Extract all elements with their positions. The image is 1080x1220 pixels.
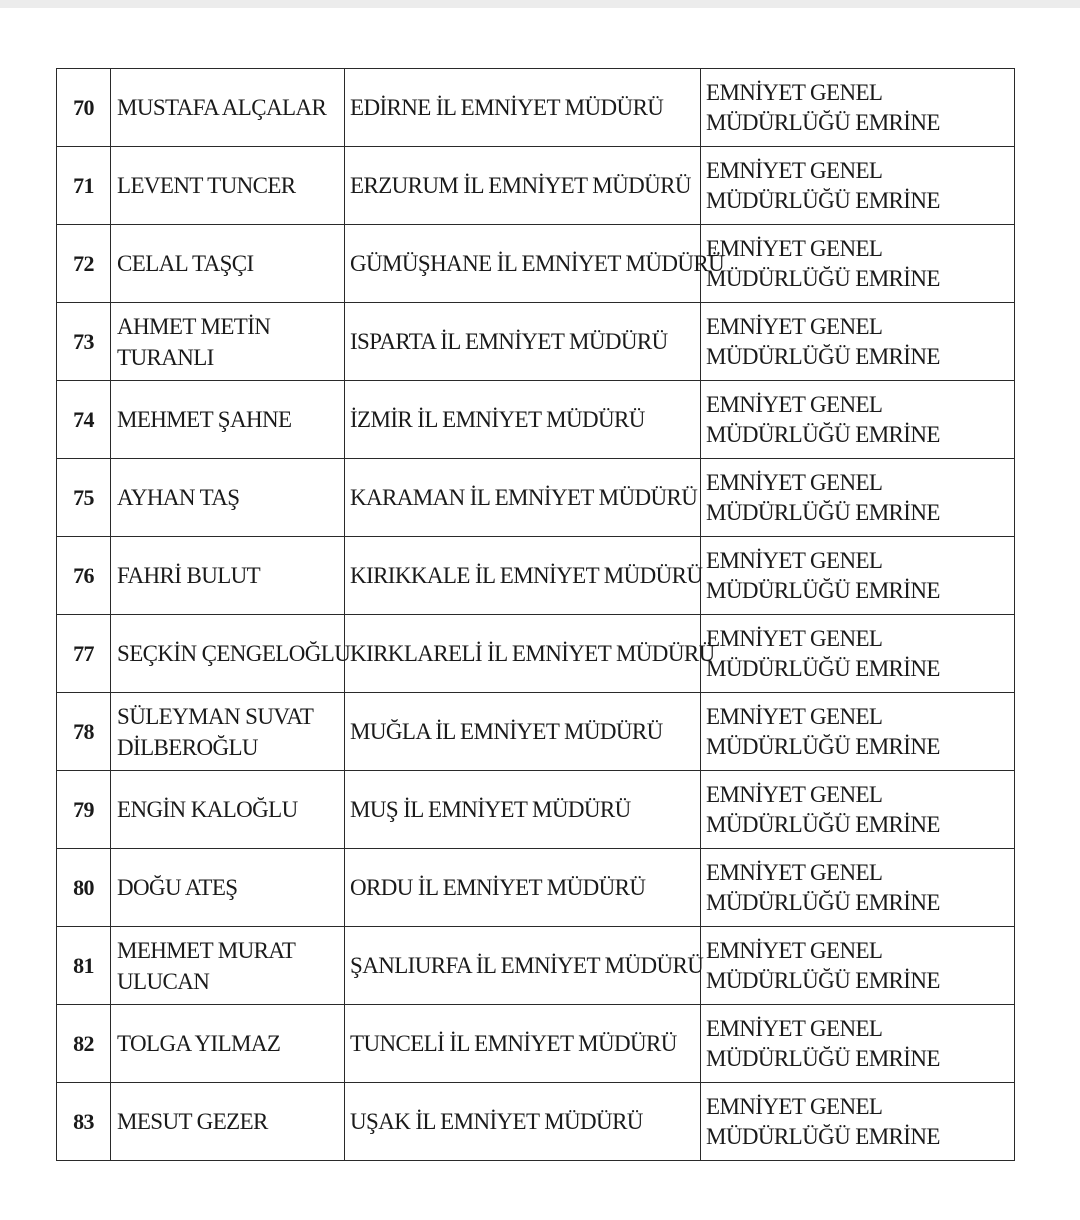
row-number: 71: [57, 147, 111, 225]
current-position: ORDU İL EMNİYET MÜDÜRÜ: [345, 849, 701, 927]
new-assignment: [701, 1083, 1015, 1161]
new-assignment-line: MÜDÜRLÜĞÜ EMRİNE: [706, 889, 940, 915]
row-number: 75: [57, 459, 111, 537]
person-name-line: ENGİN KALOĞLU: [117, 796, 298, 822]
new-assignment-line: EMNİYET GENEL: [706, 157, 883, 183]
new-assignment-line: MÜDÜRLÜĞÜ EMRİNE: [706, 1123, 940, 1149]
new-assignment-line: EMNİYET GENEL: [706, 859, 883, 885]
person-name-line: AHMET METİN: [117, 313, 271, 339]
new-assignment: [701, 147, 1015, 225]
person-name: [111, 1083, 345, 1161]
table-row: [57, 147, 1015, 225]
new-assignment-line: EMNİYET GENEL: [706, 1093, 883, 1119]
person-name-line: MUSTAFA ALÇALAR: [117, 94, 327, 120]
person-name: [111, 459, 345, 537]
new-assignment: [701, 771, 1015, 849]
person-name: [111, 849, 345, 927]
current-position: İZMİR İL EMNİYET MÜDÜRÜ: [345, 381, 701, 459]
new-assignment-line: MÜDÜRLÜĞÜ EMRİNE: [706, 967, 940, 993]
document-page: [56, 68, 1014, 1161]
new-assignment-line: MÜDÜRLÜĞÜ EMRİNE: [706, 499, 940, 525]
current-position: TUNCELİ İL EMNİYET MÜDÜRÜ: [345, 1005, 701, 1083]
new-assignment-line: EMNİYET GENEL: [706, 391, 883, 417]
new-assignment: [701, 927, 1015, 1005]
person-name-line: MEHMET ŞAHNE: [117, 406, 292, 432]
new-assignment-line: MÜDÜRLÜĞÜ EMRİNE: [706, 733, 940, 759]
new-assignment-line: EMNİYET GENEL: [706, 79, 883, 105]
row-number: 74: [57, 381, 111, 459]
appointments-table-body: [57, 69, 1015, 1161]
person-name-line: TURANLI: [117, 344, 214, 370]
person-name: [111, 1005, 345, 1083]
table-row: [57, 693, 1015, 771]
table-row: [57, 615, 1015, 693]
person-name: [111, 225, 345, 303]
table-row: [57, 537, 1015, 615]
new-assignment-line: MÜDÜRLÜĞÜ EMRİNE: [706, 265, 940, 291]
table-row: [57, 225, 1015, 303]
current-position: KIRIKKALE İL EMNİYET MÜDÜRÜ: [345, 537, 701, 615]
person-name-line: LEVENT TUNCER: [117, 172, 296, 198]
top-edge-band: [0, 0, 1080, 8]
new-assignment-line: MÜDÜRLÜĞÜ EMRİNE: [706, 577, 940, 603]
current-position: KIRKLARELİ İL EMNİYET MÜDÜRÜ: [345, 615, 701, 693]
person-name-line: DOĞU ATEŞ: [117, 874, 238, 900]
new-assignment: [701, 615, 1015, 693]
person-name-line: SEÇKİN ÇENGELOĞLU: [117, 640, 351, 666]
new-assignment: [701, 693, 1015, 771]
current-position: UŞAK İL EMNİYET MÜDÜRÜ: [345, 1083, 701, 1161]
person-name: [111, 615, 351, 693]
current-position: ERZURUM İL EMNİYET MÜDÜRÜ: [345, 147, 701, 225]
table-row: [57, 459, 1015, 537]
person-name-line: ULUCAN: [117, 968, 210, 994]
current-position: GÜMÜŞHANE İL EMNİYET MÜDÜRÜ: [345, 225, 701, 303]
new-assignment-line: EMNİYET GENEL: [706, 703, 883, 729]
new-assignment: [701, 69, 1015, 147]
new-assignment-line: EMNİYET GENEL: [706, 937, 883, 963]
new-assignment: [701, 459, 1015, 537]
row-number: 76: [57, 537, 111, 615]
new-assignment: [701, 381, 1015, 459]
person-name: [111, 537, 345, 615]
row-number: 77: [57, 615, 111, 693]
table-row: [57, 303, 1015, 381]
person-name: [111, 381, 345, 459]
current-position: MUĞLA İL EMNİYET MÜDÜRÜ: [345, 693, 701, 771]
new-assignment: [701, 1005, 1015, 1083]
new-assignment: [701, 225, 1015, 303]
person-name-line: CELAL TAŞÇI: [117, 250, 254, 276]
person-name-line: AYHAN TAŞ: [117, 484, 240, 510]
current-position: KARAMAN İL EMNİYET MÜDÜRÜ: [345, 459, 701, 537]
new-assignment-line: EMNİYET GENEL: [706, 547, 883, 573]
new-assignment-line: MÜDÜRLÜĞÜ EMRİNE: [706, 655, 940, 681]
row-number: 83: [57, 1083, 111, 1161]
table-row: [57, 927, 1015, 1005]
person-name: [111, 147, 345, 225]
person-name: [111, 69, 345, 147]
row-number: 78: [57, 693, 111, 771]
appointments-table: [56, 68, 1015, 1161]
row-number: 73: [57, 303, 111, 381]
new-assignment: [701, 303, 1015, 381]
table-row: [57, 69, 1015, 147]
person-name-line: SÜLEYMAN SUVAT: [117, 703, 314, 729]
current-position: ISPARTA İL EMNİYET MÜDÜRÜ: [345, 303, 701, 381]
person-name: [111, 693, 345, 771]
row-number: 81: [57, 927, 111, 1005]
row-number: 79: [57, 771, 111, 849]
person-name-line: FAHRİ BULUT: [117, 562, 261, 588]
new-assignment-line: MÜDÜRLÜĞÜ EMRİNE: [706, 421, 940, 447]
person-name-line: DİLBEROĞLU: [117, 734, 258, 760]
new-assignment-line: MÜDÜRLÜĞÜ EMRİNE: [706, 811, 940, 837]
new-assignment-line: EMNİYET GENEL: [706, 781, 883, 807]
new-assignment: [701, 537, 1015, 615]
table-row: [57, 1005, 1015, 1083]
new-assignment-line: EMNİYET GENEL: [706, 1015, 883, 1041]
person-name-line: MESUT GEZER: [117, 1108, 268, 1134]
current-position: EDİRNE İL EMNİYET MÜDÜRÜ: [345, 69, 701, 147]
new-assignment-line: MÜDÜRLÜĞÜ EMRİNE: [706, 187, 940, 213]
person-name: [111, 771, 345, 849]
new-assignment-line: EMNİYET GENEL: [706, 625, 883, 651]
person-name-line: TOLGA YILMAZ: [117, 1030, 281, 1056]
new-assignment: [701, 849, 1015, 927]
person-name-line: MEHMET MURAT: [117, 937, 296, 963]
new-assignment-line: EMNİYET GENEL: [706, 235, 883, 261]
table-row: [57, 1083, 1015, 1161]
person-name: [111, 927, 345, 1005]
new-assignment-line: EMNİYET GENEL: [706, 469, 883, 495]
current-position: ŞANLIURFA İL EMNİYET MÜDÜRÜ: [345, 927, 701, 1005]
new-assignment-line: MÜDÜRLÜĞÜ EMRİNE: [706, 109, 940, 135]
new-assignment-line: EMNİYET GENEL: [706, 313, 883, 339]
table-row: [57, 771, 1015, 849]
table-row: [57, 849, 1015, 927]
row-number: 70: [57, 69, 111, 147]
person-name: [111, 303, 345, 381]
row-number: 80: [57, 849, 111, 927]
row-number: 82: [57, 1005, 111, 1083]
new-assignment-line: MÜDÜRLÜĞÜ EMRİNE: [706, 343, 940, 369]
current-position: MUŞ İL EMNİYET MÜDÜRÜ: [345, 771, 701, 849]
table-row: [57, 381, 1015, 459]
new-assignment-line: MÜDÜRLÜĞÜ EMRİNE: [706, 1045, 940, 1071]
row-number: 72: [57, 225, 111, 303]
